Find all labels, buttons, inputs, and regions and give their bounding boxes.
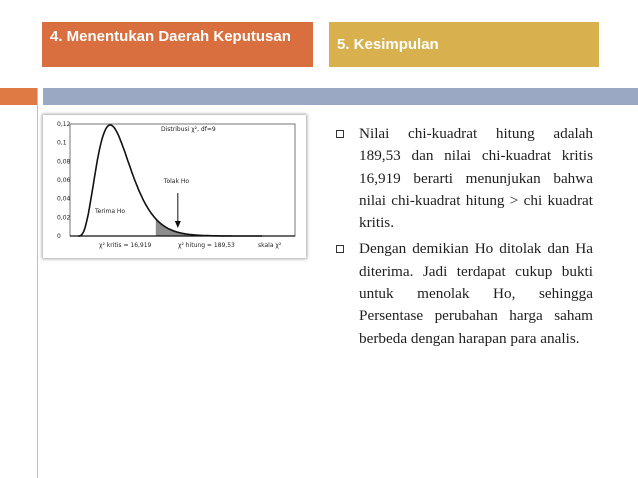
divider-bar-accent xyxy=(0,88,37,105)
conclusion-item xyxy=(335,123,593,234)
chart-title: Distribusi χ², df=9 xyxy=(161,126,216,133)
conclusion-item xyxy=(335,238,593,349)
section-header-decision xyxy=(42,22,313,67)
y-tick-labels xyxy=(57,121,71,240)
divider-bar-main xyxy=(43,88,638,105)
y-tick-label: 0,06 xyxy=(57,177,71,184)
y-tick-label: 0 xyxy=(57,233,61,240)
y-tick-label: 0,02 xyxy=(57,214,71,222)
conclusion-list xyxy=(335,123,593,354)
scale-label: skala χ² xyxy=(258,242,282,249)
y-tick-label: 0,08 xyxy=(57,158,71,166)
square-bullet-icon xyxy=(336,245,344,253)
vertical-guide-line xyxy=(37,88,38,478)
conclusion-text: Nilai chi-kuadrat hitung adalah 189,53 dan nilai chi-kuadrat kritis 16,919 berarti menunjukan bahwa nilai chi-kuadrat hitung > chi kuadrat kritis. xyxy=(359,125,593,232)
section-header-conclusion-label: 5. Kesimpulan xyxy=(337,36,439,53)
y-tick-label: 0,04 xyxy=(57,195,71,203)
critical-value-label: χ² kritis = 16,919 xyxy=(99,242,152,249)
y-tick-label: 0,1 xyxy=(57,139,67,147)
accept-label: Terima Ho xyxy=(95,208,126,215)
conclusion-text: Dengan demikian Ho ditolak dan Ha diterima. Jadi terdapat cukup bukti untuk menolak Ho, sehingga Persentase perubahan harga saham berbeda dengan harapan para analis. xyxy=(359,240,593,347)
chi-square-chart-svg xyxy=(43,115,306,258)
square-bullet-icon xyxy=(336,130,344,138)
reject-label: Tolak Ho xyxy=(163,178,190,185)
y-tick-label: 0,12 xyxy=(57,121,71,128)
chi-square-chart xyxy=(43,115,306,258)
section-header-conclusion xyxy=(329,22,599,67)
statistic-value-label: χ² hitung = 189,53 xyxy=(178,242,235,249)
section-header-decision-label: 4. Menentukan Daerah Keputusan xyxy=(50,28,291,45)
